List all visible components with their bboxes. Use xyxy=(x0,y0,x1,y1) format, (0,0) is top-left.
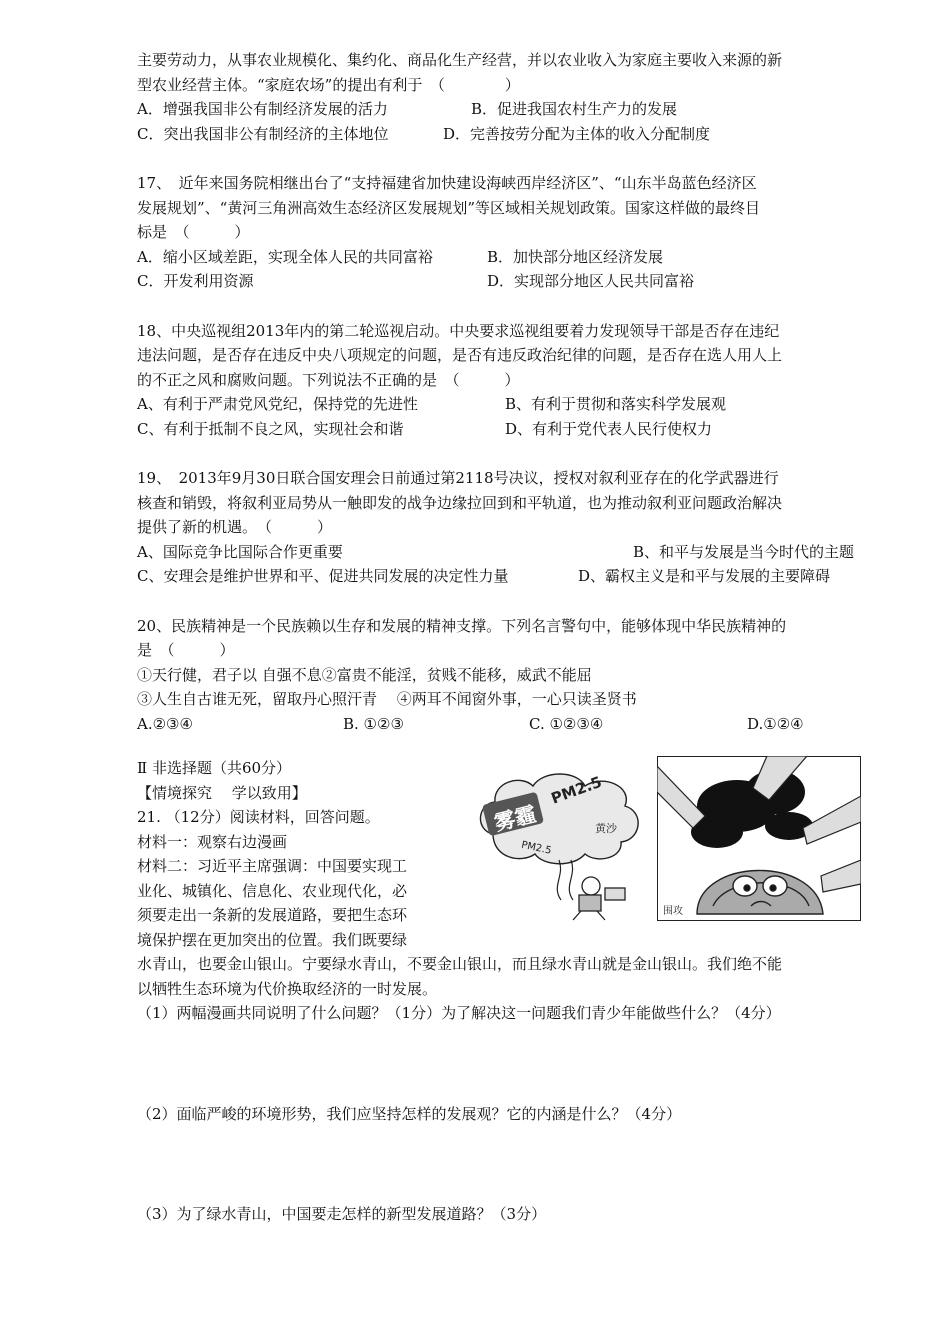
q16-line-1: 主要劳动力，从事农业规模化、集约化、商品化生产经营，并以农业收入为家庭主要收入来源的新 xyxy=(137,51,783,69)
q16-options-row-2 xyxy=(137,122,859,147)
q18-line-3: 的不正之风和腐败问题。下列说法不正确的是 （ ） xyxy=(137,370,520,389)
q18-option-b[interactable]: B、有利于贯彻和落实科学发展观 xyxy=(505,395,727,413)
q20-options-row xyxy=(137,712,859,737)
q20-line-1: 20、民族精神是一个民族赖以生存和发展的精神支撑。下列名言警句中，能够体现中华民族精神的 xyxy=(137,616,787,635)
q16-option-a[interactable]: A．增强我国非公有制经济发展的活力 xyxy=(137,100,388,118)
pm25-label-1: PM2.5 xyxy=(548,772,605,808)
q17-option-c[interactable]: C．开发利用资源 xyxy=(137,272,254,290)
smog-cartoon xyxy=(473,764,651,923)
q19-option-c[interactable]: C、安理会是维护世界和平、促进共同发展的决定性力量 xyxy=(137,567,509,585)
q17-option-b[interactable]: B．加快部分地区经济发展 xyxy=(487,247,664,266)
q21-material-2-line-3: 须要走出一条新的发展道路，要把生态环 xyxy=(137,906,408,924)
q20-option-d[interactable]: D.①②④ xyxy=(747,714,804,733)
sand-label: 黄沙 xyxy=(595,822,617,835)
q20-option-a[interactable]: A.②③④ xyxy=(137,714,193,733)
q16-line-2: 型农业经营主体。“家庭农场”的提出有利于 （ ） xyxy=(137,75,520,94)
q20-line-4: ③人生自古谁无死，留取丹心照汗青 ④两耳不闻窗外事，一心只读圣贤书 xyxy=(137,690,637,708)
q19-line-2: 核查和销毁，将叙利亚局势从一触即发的战争边缘拉回到和平轨道，也为推动叙利亚问题政治解决 xyxy=(137,493,783,512)
answer-space-1[interactable] xyxy=(137,1026,859,1102)
smog-label: 雾霾 xyxy=(491,801,539,836)
q20-option-b[interactable]: B. ①②③ xyxy=(343,714,404,733)
cartoon-caption: 围攻 xyxy=(663,906,683,917)
q21-material-2-line-4: 境保护摆在更加突出的位置。我们既要绿 xyxy=(137,930,408,949)
child-figure xyxy=(573,877,625,920)
globe-cartoon xyxy=(657,756,861,921)
q21-sub-question-1: （1）两幅漫画共同说明了什么问题？（1分）为了解决这一问题我们青少年能做些什么？（4分） xyxy=(137,1004,781,1022)
q21-sub-question-2: （2）面临严峻的环境形势，我们应坚持怎样的发展观？它的内涵是什么？（4分） xyxy=(137,1104,682,1123)
q19-line-3: 提供了新的机遇。 （ ） xyxy=(137,518,333,536)
q17-option-d[interactable]: D．实现部分地区人民共同富裕 xyxy=(487,272,695,290)
q19-options-row-2 xyxy=(137,564,859,589)
q16-option-c[interactable]: C．突出我国非公有制经济的主体地位 xyxy=(137,124,389,143)
q17-option-a[interactable]: A．缩小区域差距，实现全体人民的共同富裕 xyxy=(137,247,433,266)
q20-line-3: ①天行健，君子以 自强不息②富贵不能淫，贫贱不能移，威武不能屈 xyxy=(137,665,592,684)
q20-option-c[interactable]: C. ①②③④ xyxy=(529,714,604,733)
q21-head: 21. （12分）阅读材料，回答问题。 xyxy=(137,808,380,826)
exam-page xyxy=(137,48,859,1227)
q19-option-a[interactable]: A、国际竞争比国际合作更重要 xyxy=(137,542,343,561)
q21-sub-question-3: （3）为了绿水青山，中国要走怎样的新型发展道路？（3分） xyxy=(137,1205,547,1223)
q16-options-row-1 xyxy=(137,97,859,122)
q19-option-b[interactable]: B、和平与发展是当今时代的主题 xyxy=(633,542,855,561)
q19-line-1: 19、 2013年9月30日联合国安理会日前通过第2118号决议，授权对叙利亚存在的化学武器进行 xyxy=(137,469,779,487)
q21-material-2-cont-1: 水青山，也要金山银山。宁要绿水青山，不要金山银山，而且绿水青山就是金山银山。我们绝不能 xyxy=(137,955,783,973)
section-title: Ⅱ 非选择题（共60分） xyxy=(137,759,292,777)
q18-option-a[interactable]: A、有利于严肃党风党纪，保持党的先进性 xyxy=(137,395,418,413)
q19-options-row-1 xyxy=(137,540,859,565)
q16-option-b[interactable]: B．促进我国农村生产力的发展 xyxy=(471,100,678,118)
q18-line-2: 违法问题，是否存在违反中央八项规定的问题，是否有违反政治纪律的问题，是否存在选人用人上 xyxy=(137,346,783,364)
q18-line-1: 18、中央巡视组2013年内的第二轮巡视启动。中央要求巡视组要着力发现领导干部是否存在违纪 xyxy=(137,321,780,340)
cartoons xyxy=(473,756,861,923)
q17-line-2: 发展规划”、“黄河三角洲高效生态经济区发展规划”等区域相关规划政策。国家这样做的最终目 xyxy=(137,198,761,217)
q21-material-2-cont-2: 以牺牲生态环境为代价换取经济的一时发展。 xyxy=(137,979,438,998)
q19-option-d[interactable]: D、霸权主义是和平与发展的主要障碍 xyxy=(578,567,831,585)
q16-option-d[interactable]: D．完善按劳分配为主体的收入分配制度 xyxy=(443,124,711,143)
q18-option-d[interactable]: D、有利于党代表人民行使权力 xyxy=(505,419,713,438)
pm25-label-2: PM2.5 xyxy=(520,839,553,857)
q21-block xyxy=(137,756,859,952)
q17-options-row-2 xyxy=(137,269,859,294)
answer-space-2[interactable] xyxy=(137,1126,859,1202)
section-subtitle: 【情境探究 学以致用】 xyxy=(137,783,307,802)
q18-options-row-1 xyxy=(137,392,859,417)
q17-line-1: 17、 近年来国务院相继出台了“支持福建省加快建设海峡西岸经济区”、“山东半岛蓝色经济区 xyxy=(137,174,757,192)
q21-material-2-line-2: 业化、城镇化、信息化、农业现代化，必 xyxy=(137,881,408,900)
q21-material-1: 材料一：观察右边漫画 xyxy=(137,832,288,851)
q17-line-3: 标是 （ ） xyxy=(137,223,250,241)
q20-line-2: 是 （ ） xyxy=(137,641,235,659)
q18-options-row-2 xyxy=(137,417,859,442)
q17-options-row-1 xyxy=(137,245,859,270)
q21-material-2-line-1: 材料二：习近平主席强调：中国要实现工 xyxy=(137,857,408,875)
q18-option-c[interactable]: C、有利于抵制不良之风，实现社会和谐 xyxy=(137,419,404,438)
